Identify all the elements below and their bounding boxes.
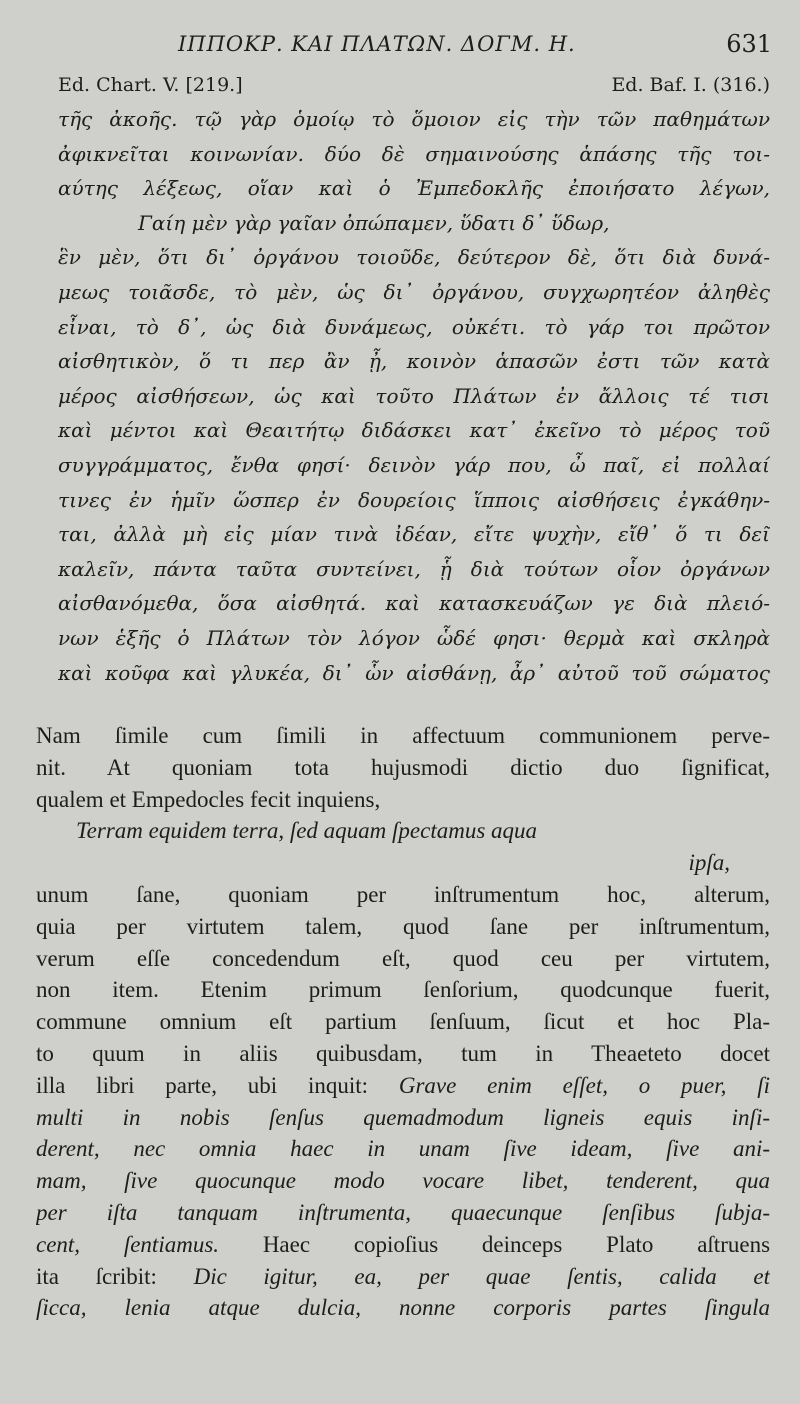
- latin-line: qualem et Empedocles fecit inquiens,: [36, 786, 381, 812]
- latin-line-italic: Grave enim eſſet, o puer, ſi: [398, 1072, 770, 1098]
- latin-line: quia per virtutem talem, quod ſane per inſtrumentum,: [36, 913, 770, 939]
- latin-line-italic: ſicca, lenia atque dulcia, nonne corporis partes ſingula: [36, 1295, 770, 1321]
- latin-line: nit. At quoniam tota hujusmodi dictio duo ſignificat,: [36, 754, 770, 780]
- latin-line-italic: cent, ſentiamus.: [36, 1231, 220, 1257]
- greek-line: ται, ἀλλὰ μὴ εἰς μίαν τινὰ ἰδέαν, εἴτε ψυχὴν, εἴθ᾽ ὅ τι δεῖ: [58, 522, 770, 547]
- latin-line-italic: per iſta tanquam inſtrumenta, quaecunque ſenſibus ſubja-: [36, 1199, 770, 1225]
- latin-line-roman: illa libri parte, ubi inquit:: [36, 1072, 369, 1098]
- running-head-title: ΙΠΠΟΚΡ. ΚΑΙ ΠΛΑΤΩΝ. ΔΟΓΜ. Η.: [178, 32, 576, 56]
- greek-line: μέρος αἰσθήσεων, ὡς καὶ τοῦτο Πλάτων ἐν ἄλλοις τέ τισι: [58, 383, 770, 408]
- latin-line-italic: multi in nobis ſenſus quemadmodum ligneis equis inſi-: [36, 1104, 770, 1130]
- greek-verse-line: Γαίη μὲν γὰρ γαῖαν ὀπώπαμεν, ὕδατι δ᾽ ὕδωρ,: [138, 210, 610, 235]
- latin-verse-line: ipſa,: [688, 850, 730, 876]
- latin-line-mixed: [36, 1229, 770, 1261]
- latin-line-italic: Dic igitur, ea, per quae ſentis, calida et: [193, 1263, 770, 1289]
- page-number: 631: [726, 30, 772, 58]
- running-head: [0, 26, 800, 66]
- edition-basel: Ed. Baf. I. (316.): [611, 74, 770, 96]
- greek-line: αύτης λέξεως, οἵαν καὶ ὁ Ἐμπεδοκλῆς ἐποιήσατο λέγων,: [58, 176, 770, 201]
- greek-line: καλεῖν, πάντα ταῦτα συντείνει, ᾗ διὰ τούτων οἷον ὀργάνων: [58, 556, 770, 581]
- latin-line-roman: ita ſcribit:: [36, 1263, 157, 1289]
- greek-line: αἰσθητικὸν, ὅ τι περ ἂν ᾖ, κοινὸν ἁπασῶν ἐστι τῶν κατὰ: [58, 349, 770, 374]
- greek-line: καὶ μέντοι καὶ Θεαιτήτῳ διδάσκει κατ᾽ ἐκεῖνο τὸ μέρος τοῦ: [58, 418, 770, 443]
- greek-line: νων ἑξῆς ὁ Πλάτων τὸν λόγον ὧδέ φησι· θερμὰ καὶ σκληρὰ: [58, 625, 770, 650]
- greek-line: ἓν μὲν, ὅτι δι᾽ ὀργάνου τοιοῦδε, δεύτερον δὲ, ὅτι διὰ δυνά-: [58, 245, 770, 270]
- greek-line: εἶναι, τὸ δ᾽, ὡς διὰ δυνάμεως, οὐκέτι. τὸ γάρ τοι πρῶτον: [58, 314, 770, 339]
- latin-line: Nam ſimile cum ſimili in affectuum communionem perve-: [36, 723, 770, 748]
- greek-line: τινες ἐν ἡμῖν ὥσπερ ἐν δουρείοις ἵπποις αἰσθήσεις ἐγκάθην-: [58, 487, 770, 512]
- edition-line: [58, 74, 770, 100]
- latin-line-mixed: [36, 1261, 770, 1293]
- latin-line: commune omnium eſt partium ſenſuum, ſicut et hoc Pla-: [36, 1009, 770, 1035]
- greek-line: συγγράμματος, ἔνθα φησί· δεινὸν γάρ που, ὦ παῖ, εἰ πολλαί: [58, 452, 770, 477]
- latin-line-roman: Haec copioſius deinceps Plato aſtruens: [262, 1231, 770, 1257]
- greek-text-block: [58, 102, 770, 690]
- greek-line: ἀφικνεῖται κοινωνίαν. δύο δὲ σημαινούσης ἁπάσης τῆς τοι-: [58, 141, 770, 166]
- latin-line-italic: derent, nec omnia haec in unam ſive ideam, ſive ani-: [36, 1136, 770, 1162]
- latin-line: unum ſane, quoniam per inſtrumentum hoc, alterum,: [36, 881, 770, 907]
- edition-chartier: Ed. Chart. V. [219.]: [58, 74, 243, 96]
- latin-line: verum eſſe concedendum eſt, quod ceu per virtutem,: [36, 945, 770, 971]
- greek-line: τῆς ἀκοῆς. τῷ γὰρ ὁμοίῳ τὸ ὅμοιον εἰς τὴν τῶν παθημάτων: [58, 107, 770, 131]
- latin-text-block: [36, 720, 770, 1324]
- greek-line: μεως τοιᾶσδε, τὸ μὲν, ὡς δι᾽ ὀργάνου, συγχωρητέον ἀληθὲς: [58, 279, 770, 304]
- latin-line-mixed: [36, 1070, 770, 1102]
- greek-line: αἰσθανόμεθα, ὅσα αἰσθητά. καὶ κατασκευάζων γε διὰ πλειό-: [58, 591, 770, 616]
- latin-verse-line: Terram equidem terra, ſed aquam ſpectamus aqua: [76, 818, 538, 844]
- greek-line: καὶ κοῦφα καὶ γλυκέα, δι᾽ ὧν αἰσθάνῃ, ἆρ᾽ αὐτοῦ τοῦ σώματος: [58, 660, 770, 685]
- latin-line: non item. Etenim primum ſenſorium, quodcunque fuerit,: [36, 977, 770, 1003]
- latin-line-italic: mam, ſive quocunque modo vocare libet, tenderent, qua: [36, 1168, 770, 1194]
- latin-line: to quum in aliis quibusdam, tum in Theaeteto docet: [36, 1040, 770, 1066]
